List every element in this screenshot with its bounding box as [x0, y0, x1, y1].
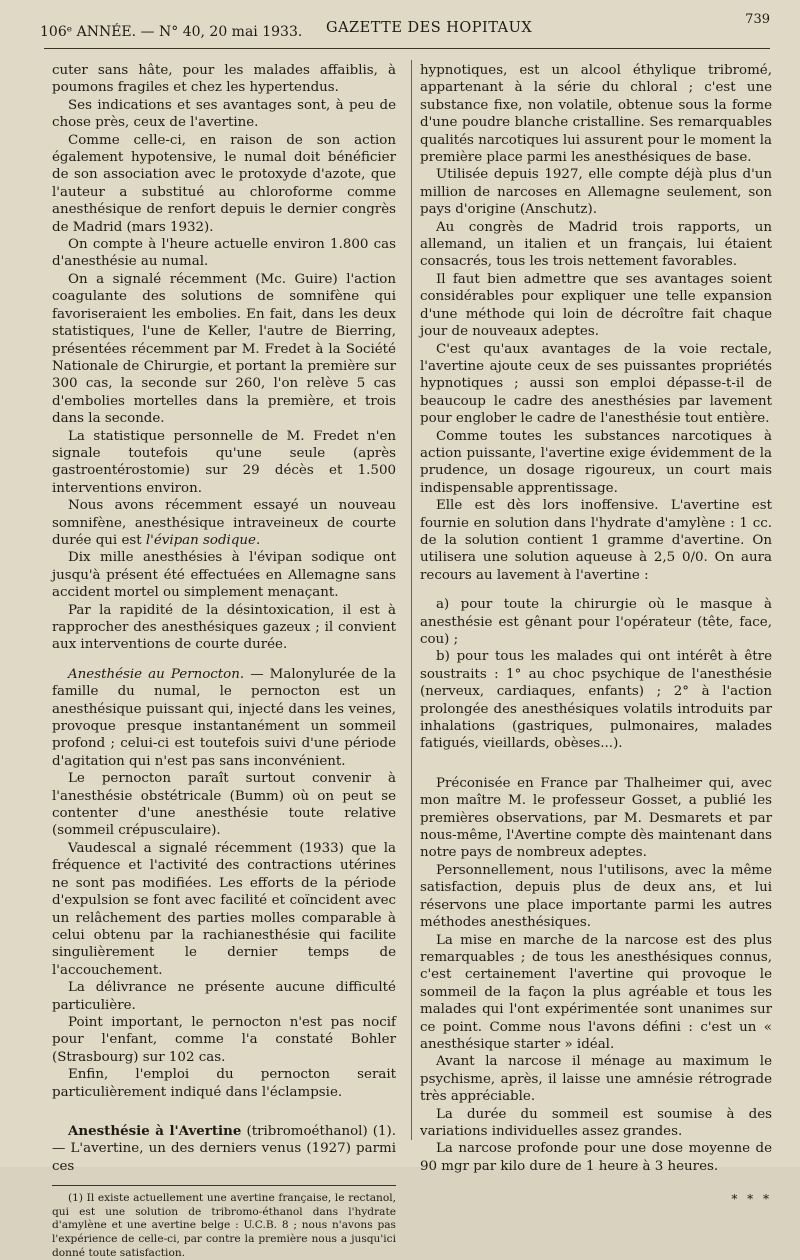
paragraph: Au congrès de Madrid trois rapports, un allemand, un italien et un français, lui étaient consacrés, tous les trois nettement favorables.	[420, 219, 772, 270]
text: (tribromoéthanol) (1). — L'avertine, un des derniers venus (1927) parmi ces	[52, 1123, 396, 1174]
right-column	[420, 62, 772, 1209]
paragraph: Elle est dès lors inoffensive. L'avertine est fournie en solution dans l'hydrate d'amylène : 1 cc. de la solution contient 1 gramme d'avertine. On utilisera une solution aqueuse à 2,5 0/0. On aura recours au lavement à l'avertine :	[420, 498, 772, 583]
paragraph: Enfin, l'emploi du pernocton serait particulièrement indiqué dans l'éclampsie.	[52, 1067, 396, 1100]
paragraph: La statistique personnelle de M. Fredet n'en signale toutefois qu'une seule (après gastroentérostomie) sur 29 décès et 1.500 interventions environ.	[52, 428, 396, 496]
paragraph: cuter sans hâte, pour les malades affaiblis, à poumons fragiles et chez les hypertendus.	[52, 63, 396, 96]
paragraph: La narcose profonde pour une dose moyenne de 90 mgr par kilo dure de 1 heure à 3 heures.	[420, 1141, 772, 1174]
paragraph: Vaudescal a signalé récemment (1933) que la fréquence et l'activité des contractions utérines ne sont pas modifiées. Les efforts de la période d'expulsion se font avec facilité et coïncident avec un relâchement des parties molles comparable à celui obtenu par la rachianesthésie qui facilite singulièrement le dernier temps de l'accouchement.	[52, 840, 396, 978]
section-separator: * * *	[731, 1192, 772, 1207]
section-heading: Anesthésie au Pernocton.	[68, 666, 245, 682]
paragraph: Préconisée en France par Thalheimer qui, avec mon maître M. le professeur Gosset, a publié les premières observations, par M. Desmarets et par nous-même, l'Avertine compte dès maintenant dans notre pays de nombreux adeptes.	[420, 775, 772, 861]
paragraph: Avant la narcose il ménage au maximum le psychisme, après, il laisse une amnésie rétrograde très appréciable.	[420, 1054, 772, 1105]
paragraph: La durée du sommeil est soumise à des variations individuelles assez grandes.	[420, 1106, 772, 1139]
paragraph: Comme celle-ci, en raison de son action également hypotensive, le numal doit bénéficier de son association avec le protoxyde d'azote, que l'auteur a substitué au chloroforme comme anesthésique de renfort depuis le dernier congrès de Madrid (mars 1932).	[52, 132, 396, 235]
paragraph	[52, 1123, 396, 1175]
list-item: b) pour tous les malades qui ont intérêt à être soustraits : 1° au choc psychique de l'anesthésie (nerveux, cardiaques, enfants) ; 2° à l'action prolongée des anesthésiques volatils introduits par inhalations (gastriques, pulmonaires, malades fatigués, vieillards, obèses...).	[420, 649, 772, 752]
left-column	[52, 62, 396, 1260]
text: Nous avons récemment essayé un nouveau somnifène, anesthésique intraveineux de courte durée qui est	[52, 498, 396, 548]
text: — Malonylurée de la famille du numal, le pernocton est un anesthésique puissant qui, injecté dans les veines, provoque presque instantanément un sommeil profond ; celui-ci est toutefois suivi d'une période d'agitation qui n'est pas sans inconvénient.	[52, 666, 396, 769]
paragraph: Utilisée depuis 1927, elle compte déjà plus d'un million de narcoses en Allemagne seulement, son pays d'origine (Anschutz).	[420, 167, 772, 218]
footnote: (1) Il existe actuellement une avertine française, le rectanol, qui est une solution de tribromo-éthanol dans l'hydrate d'amylène et une avertine belge : U.C.B. 8 ; nous n'avons pas l'expérience de celle-ci, par contre la première nous a jusqu'ici donné toute satisfaction.	[52, 1192, 396, 1259]
paragraph: Ses indications et ses avantages sont, à peu de chose près, ceux de l'avertine.	[52, 97, 396, 131]
paragraph	[52, 666, 396, 770]
list-item: a) pour toute la chirurgie où le masque à anesthésie est gênant pour l'opérateur (tête, face, cou) ;	[420, 597, 772, 647]
paragraph: La délivrance ne présente aucune difficulté particulière.	[52, 980, 396, 1013]
paragraph	[52, 497, 396, 549]
header-rule	[44, 48, 770, 49]
page-number: 739	[745, 12, 770, 27]
page-header	[40, 12, 770, 42]
paragraph: Comme toutes les substances narcotiques à action puissante, l'avertine exige évidemment de la prudence, un dosage rigoureux, un court mais indispensable apprentissage.	[420, 428, 772, 496]
paragraph: Par la rapidité de la désintoxication, il est à rapprocher des anesthésiques gazeux ; il convient aux interventions de courte durée.	[52, 602, 396, 653]
paragraph: La mise en marche de la narcose est des plus remarquables ; de tous les anesthésiques connus, c'est certainement l'avertine qui provoque le sommeil de la façon la plus agréable et tous les malades qui l'ont expérimentée sont unanimes sur ce point. Comme nous l'avons défini : c'est un « anesthésique starter » idéal.	[420, 932, 772, 1052]
footnote-rule	[52, 1185, 396, 1186]
paragraph: C'est qu'aux avantages de la voie rectale, l'avertine ajoute ceux de ses puissantes propriétés hypnotiques ; aussi son emploi dépasse-t-il de beaucoup le cadre des anesthésies par lavement pour englober le cadre de l'anesthésie tout entière.	[420, 341, 772, 427]
drug-name: l'évipan sodique.	[145, 532, 261, 548]
journal-title: GAZETTE DES HOPITAUX	[326, 20, 533, 36]
paragraph: Le pernocton paraît surtout convenir à l'anesthésie obstétricale (Bumm) où on peut se contenter d'une anesthésie toute relative (sommeil crépusculaire).	[52, 771, 396, 839]
paragraph: On a signalé récemment (Mc. Guire) l'action coagulante des solutions de somnifène qui favoriseraient les embolies. En fait, dans les deux statistiques, l'une de Keller, l'autre de Bierring, présentées récemment par M. Fredet à la Société Nationale de Chirurgie, et portant la première sur 300 cas, la seconde sur 260, l'on relève 5 cas d'embolies mortelles dans la première, et trois dans la seconde.	[52, 271, 396, 427]
paragraph: hypnotiques, est un alcool éthylique tribromé, appartenant à la série du chloral ; c'est une substance fixe, non volatile, obtenue sous la forme d'une poudre blanche cristalline. Ses remarquables qualités narcotiques lui assurent pour le moment la première place parmi les anesthésiques de base.	[420, 63, 772, 166]
section-heading: Anesthésie à l'Avertine	[68, 1122, 242, 1139]
issue-info: 106ᵉ ANNÉE. — N° 40, 20 mai 1933.	[40, 24, 303, 40]
paragraph: Point important, le pernocton n'est pas nocif pour l'enfant, comme l'a constaté Bohler (Strasbourg) sur 102 cas.	[52, 1014, 396, 1065]
paragraph: Dix mille anesthésies à l'évipan sodique ont jusqu'à présent été effectuées en Allemagne sans accident mortel ou simplement menaçant.	[52, 550, 396, 601]
column-divider	[411, 60, 412, 1140]
paragraph: On compte à l'heure actuelle environ 1.800 cas d'anesthésie au numal.	[52, 237, 396, 270]
paragraph: Il faut bien admettre que ses avantages soient considérables pour expliquer une telle expansion d'une méthode qui loin de décroître fait chaque jour de nouveaux adeptes.	[420, 271, 772, 340]
paragraph: Personnellement, nous l'utilisons, avec la même satisfaction, depuis plus de deux ans, et lui réservons une place importante parmi les autres méthodes anesthésiques.	[420, 862, 772, 931]
